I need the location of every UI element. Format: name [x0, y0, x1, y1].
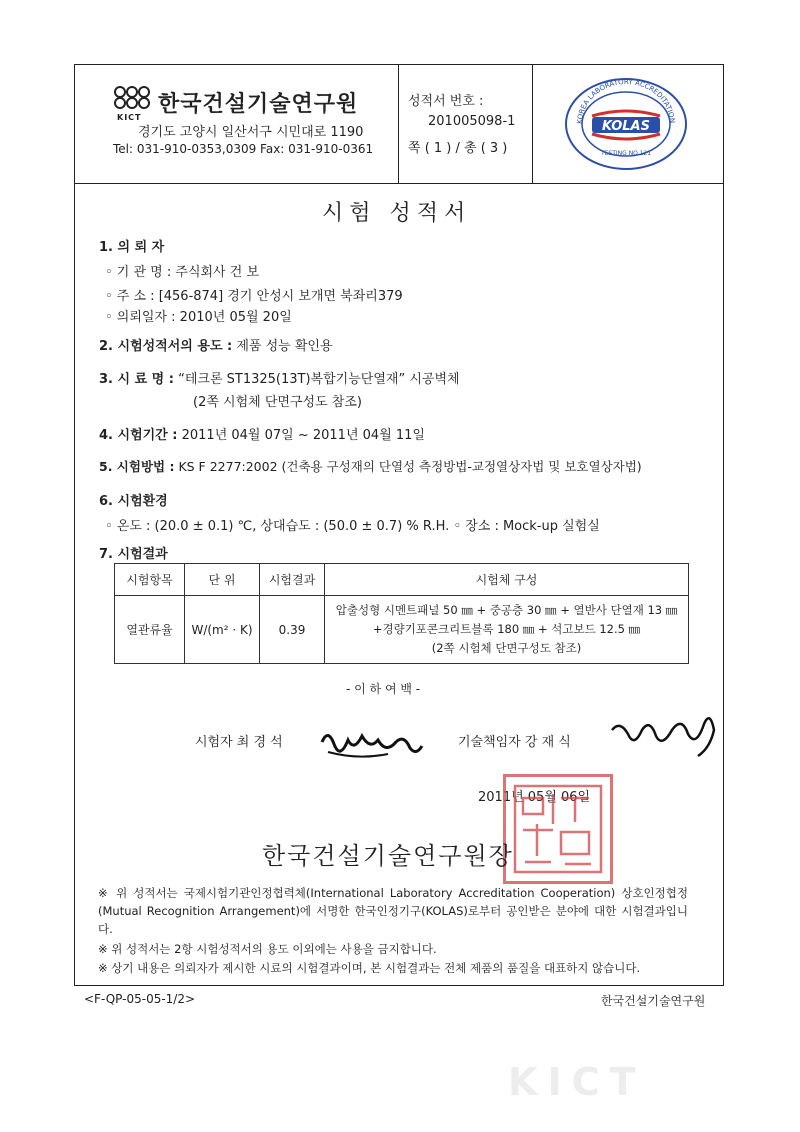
cell-value: 0.39	[260, 596, 325, 664]
footer-org: 한국건설기술연구원	[601, 994, 706, 1008]
issuer-name: 한국건설기술연구원장	[262, 842, 514, 870]
composition-line-1: 압출성형 시멘트패널 50 ㎜ + 중공층 30 ㎜ + 열반사 단열재 13 ㎜	[335, 603, 678, 617]
org-name: 한국건설기술연구원	[158, 92, 359, 117]
form-code: <F-QP-05-05-1/2>	[84, 992, 196, 1006]
cell-item: 열관류율	[115, 596, 185, 664]
section-6-title: 6. 시험환경	[99, 494, 168, 509]
tester-label: 시험자 최 경 석	[195, 735, 283, 750]
composition-line-3: (2쪽 시험체 단면구성도 참조)	[431, 641, 582, 655]
section-2-value: 제품 성능 확인용	[236, 339, 333, 354]
section-3-label: 3. 시 료 명 :	[99, 372, 174, 387]
badge-ring-text: KOREA LABORATORY ACCREDITATION	[575, 77, 677, 125]
kict-watermark: KICT	[508, 1060, 646, 1104]
issue-date: 2011년 05월 06일	[478, 790, 591, 805]
section-2-label: 2. 시험성적서의 용도 :	[99, 339, 233, 354]
page-info: 쪽 ( 1 ) / 총 ( 3 )	[408, 141, 508, 156]
note-3: ※ 상기 내용은 의뢰자가 제시한 시료의 시험결과이며, 본 시험결과는 전체 제품의 품질을 대표하지 않습니다.	[98, 961, 641, 975]
request-date: ◦ 의뢰일자 : 2010년 05월 20일	[105, 310, 292, 325]
section-5	[99, 457, 642, 475]
header-unit: 단 위	[185, 564, 260, 596]
section-3-sub: (2쪽 시험체 단면구성도 참조)	[193, 395, 362, 410]
section-2	[99, 335, 333, 354]
section-1-title: 1. 의 뢰 자	[99, 240, 165, 255]
header-bottom-line	[74, 183, 724, 184]
header-result: 시험결과	[260, 564, 325, 596]
note-1: ※ 위 성적서는 국제시험기관인정협력체(International Laboratory Accreditation Cooperation) 상호인정협정 (Mutual Recognition Arrangement)에 서명한 한국인정기구(KOLAS)로부터 공인받은 분야에 대한 시험결과입니다.	[98, 886, 688, 936]
manager-signature	[606, 704, 718, 768]
results-table	[114, 563, 689, 664]
tester-signature	[318, 722, 428, 770]
table-header-row	[115, 564, 689, 596]
org-contact: Tel: 031-910-0353,0309 Fax: 031-910-0361	[113, 142, 374, 156]
section-3-value: “테크론 ST1325(13T)복합기능단열재” 시공벽체	[178, 372, 460, 387]
environment: ◦ 온도 : (20.0 ± 0.1) ℃, 상대습도 : (50.0 ± 0.7) % R.H. ◦ 장소 : Mock-up 실험실	[105, 519, 600, 534]
section-7-title: 7. 시험결과	[99, 547, 168, 562]
composition-line-2: +경량기포콘크리트블록 180 ㎜ + 석고보드 12.5 ㎜	[372, 622, 641, 636]
cell-composition	[325, 596, 689, 664]
section-4-value: 2011년 04월 07일 ~ 2011년 04월 11일	[181, 428, 425, 443]
client-address: ◦ 주 소 : [456-874] 경기 안성시 보개면 북좌리379	[105, 289, 403, 304]
section-5-value: KS F 2277:2002 (건축용 구성재의 단열성 측정방법-교정열상자법 및 보호열상자법)	[178, 459, 642, 474]
org-address: 경기도 고양시 일산서구 시민대로 1190	[138, 125, 364, 140]
document-title: 시험 성적서	[322, 201, 472, 226]
section-4-label: 4. 시험기간 :	[99, 428, 178, 443]
client-org: ◦ 기 관 명 : 주식회사 건 보	[105, 265, 259, 280]
header-divider	[398, 64, 399, 184]
badge-main: KOLAS	[601, 119, 651, 134]
section-5-label: 5. 시험방법 :	[99, 459, 175, 474]
header-item: 시험항목	[115, 564, 185, 596]
kolas-badge	[562, 76, 690, 176]
report-no: 201005098-1	[428, 114, 516, 129]
manager-label: 기술책임자 강 재 식	[458, 735, 571, 750]
header-composition: 시험체 구성	[325, 564, 689, 596]
end-mark: - 이 하 여 백 -	[346, 682, 421, 696]
section-3	[99, 368, 460, 387]
table-row	[115, 596, 689, 664]
header-divider	[532, 64, 533, 184]
logo-caption: KICT	[117, 113, 142, 122]
official-seal	[503, 774, 613, 884]
cell-unit: W/(m² · K)	[185, 596, 260, 664]
section-4	[99, 424, 425, 443]
badge-sub: TESTING NO.121	[600, 150, 652, 157]
report-no-label: 성적서 번호 :	[408, 94, 484, 109]
note-2: ※ 위 성적서는 2항 시험성적서의 용도 이외에는 사용을 금지합니다.	[98, 942, 437, 956]
